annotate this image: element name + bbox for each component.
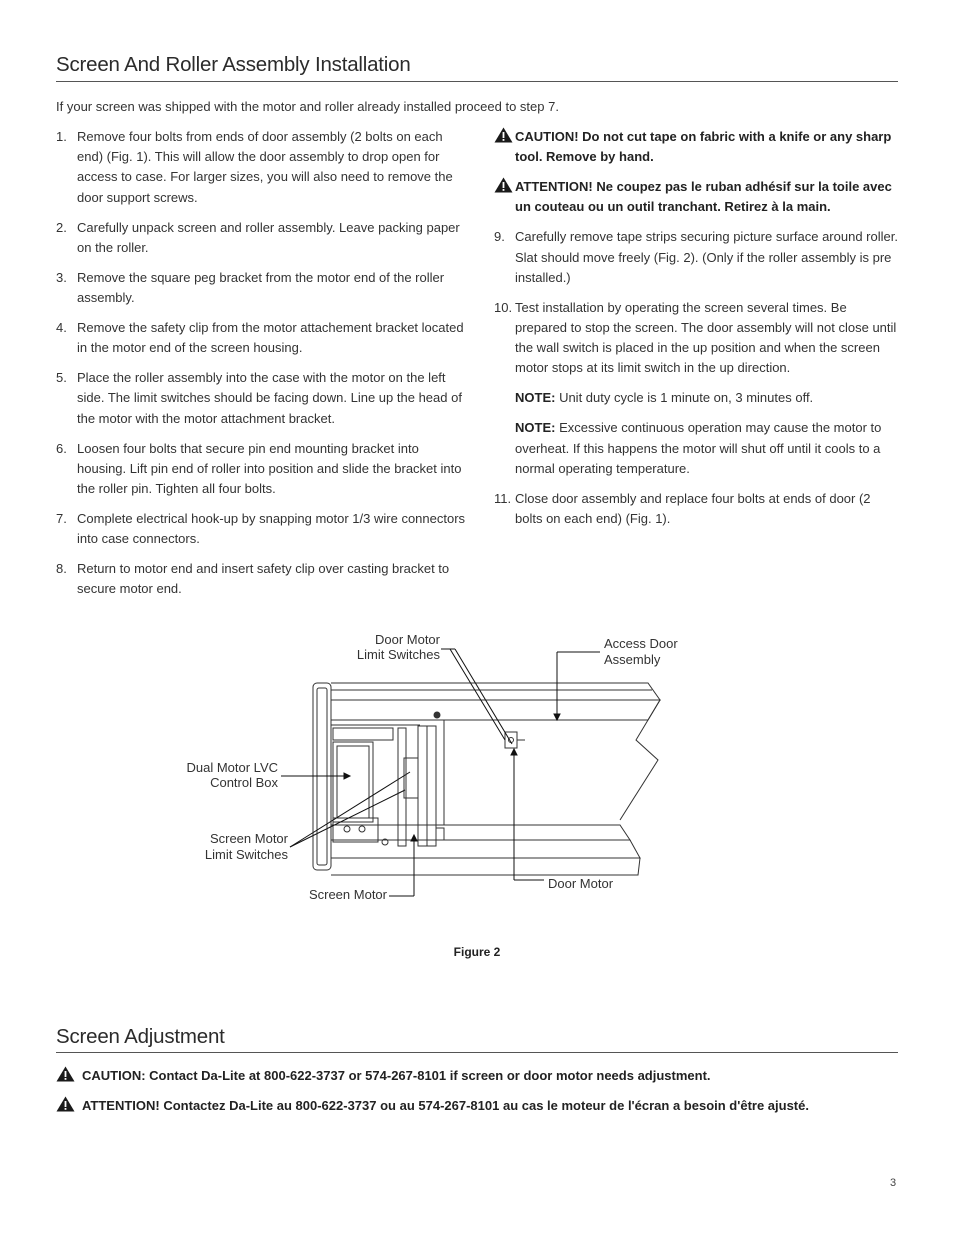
step-text: Remove the square peg bracket from the motor end of the roller assembly.: [77, 269, 445, 306]
label-access-door-assembly: Assembly: [604, 652, 661, 667]
list-item: [56, 439, 466, 500]
warning-triangle-icon: [56, 1066, 82, 1085]
label-door-motor-limit-switches: Door Motor: [374, 632, 440, 647]
steps-left-column: [56, 127, 466, 609]
adjustment-caution-english: [56, 1066, 711, 1085]
note-label: NOTE:: [515, 390, 556, 406]
list-item: [56, 509, 466, 549]
step-text: Remove the safety clip from the motor attachement bracket located in the motor end of the screen housing.: [77, 320, 464, 356]
list-item: [56, 218, 466, 258]
list-item: [494, 298, 898, 379]
step-number: 1.: [56, 129, 67, 144]
label-screen-motor-limit-switches: Screen Motor: [209, 831, 288, 846]
step-number: 6.: [56, 440, 67, 456]
note-label: NOTE:: [515, 420, 556, 436]
caution-text: CAUTION! Do not cut tape on fabric with a knife or any sharp tool. Remove by hand.: [515, 129, 892, 165]
label-door-motor-limit-switches: Limit Switches: [356, 647, 440, 662]
figure-2-diagram: [0, 620, 954, 920]
label-screen-motor-limit-switches: Limit Switches: [204, 847, 288, 862]
label-screen-motor: Screen Motor: [308, 887, 387, 902]
step-number: 8.: [56, 561, 67, 577]
step-number: 11.: [494, 490, 512, 506]
label-dual-motor-control-box: Control Box: [210, 775, 278, 790]
list-item: [494, 227, 898, 288]
step-text: Close door assembly and replace four bolts at ends of door (2 bolts on each end) (Fig. 1).: [515, 490, 871, 527]
list-item: [494, 489, 898, 529]
step-text: Carefully unpack screen and roller assembly. Leave packing paper on the roller.: [77, 219, 460, 255]
label-dual-motor-control-box: Dual Motor LVC: [186, 760, 278, 775]
label-door-motor: Door Motor: [548, 876, 614, 891]
list-item: [56, 559, 466, 599]
step-number: 2.: [56, 219, 67, 235]
step-number: 5.: [56, 370, 67, 386]
step-text: Loosen four bolts that secure pin end mounting bracket into housing. Lift pin end of roller into position and slide the bracket into the roller pin. Tighten all four bolts.: [77, 440, 462, 497]
list-item: [56, 268, 466, 308]
step-text: Place the roller assembly into the case with the motor on the left side. The limit switches should be facing down. Line up the head of the motor with the motor attachment bracket.: [77, 370, 462, 426]
step-text: Complete electrical hook-up by snapping motor 1/3 wire connectors into case connectors.: [77, 511, 466, 547]
section-title-adjustment: Screen Adjustment: [56, 1025, 225, 1048]
warning-triangle-icon: [56, 1096, 82, 1115]
steps-right-column: [494, 127, 898, 539]
warning-triangle-icon: [494, 177, 515, 217]
step-number: 4.: [56, 320, 67, 336]
step-number: 7.: [56, 511, 67, 527]
section-divider: [56, 1052, 898, 1053]
intro-text: If your screen was shipped with the motor and roller already installed proceed to step 7.: [56, 99, 559, 114]
step-number: 3.: [56, 269, 67, 285]
note-text: Unit duty cycle is 1 minute on, 3 minutes off.: [555, 390, 814, 406]
step-text: Carefully remove tape strips securing picture surface around roller. Slat should move freely (Fig. 2). (Only if the roller assembly is pre installed.): [515, 229, 898, 285]
figure-caption: Figure 2: [453, 945, 501, 959]
step-text: Return to motor end and insert safety clip over casting bracket to secure motor end.: [77, 561, 450, 597]
warning-triangle-icon: [494, 127, 515, 167]
page-number: 3: [890, 1177, 897, 1189]
note-text: Excessive continuous operation may cause the motor to overheat. If this happens the motor will shut off until it cools to a normal operating temperature.: [515, 420, 882, 476]
caution-text: ATTENTION! Ne coupez pas le ruban adhésif sur la toile avec un couteau ou un outil tranchant. Retirez à la main.: [515, 179, 892, 215]
note-overheat: [494, 418, 898, 479]
caution-text: CAUTION: Contact Da-Lite at 800-622-3737 or 574-267-8101 if screen or door motor needs adjustment.: [82, 1068, 711, 1083]
list-item: [56, 368, 466, 429]
section-divider: [56, 81, 898, 82]
list-item: [56, 318, 466, 358]
step-number: 9.: [494, 229, 505, 245]
list-item: [56, 127, 466, 208]
step-text: Remove four bolts from ends of door assembly (2 bolts on each end) (Fig. 1). This will allow the door assembly to drop open for access to case. For larger sizes, you will also need to remove the door support screws.: [77, 129, 453, 205]
note-duty-cycle: [494, 388, 898, 408]
caution-english: [494, 127, 898, 167]
step-number: 10.: [494, 299, 513, 315]
label-access-door-assembly: Access Door: [604, 636, 678, 651]
adjustment-caution-french: [56, 1096, 809, 1115]
section-title-installation: Screen And Roller Assembly Installation: [56, 53, 411, 76]
caution-french: [494, 177, 898, 217]
step-text: Test installation by operating the screen several times. Be prepared to stop the screen. The door assembly will not close until the wall switch is placed in the up position and when the screen motor stops at its limit switch in the up direction.: [515, 299, 897, 376]
caution-text: ATTENTION! Contactez Da-Lite au 800-622-3737 ou au 574-267-8101 au cas le moteur de l'écran a besoin d'être ajusté.: [82, 1098, 809, 1113]
